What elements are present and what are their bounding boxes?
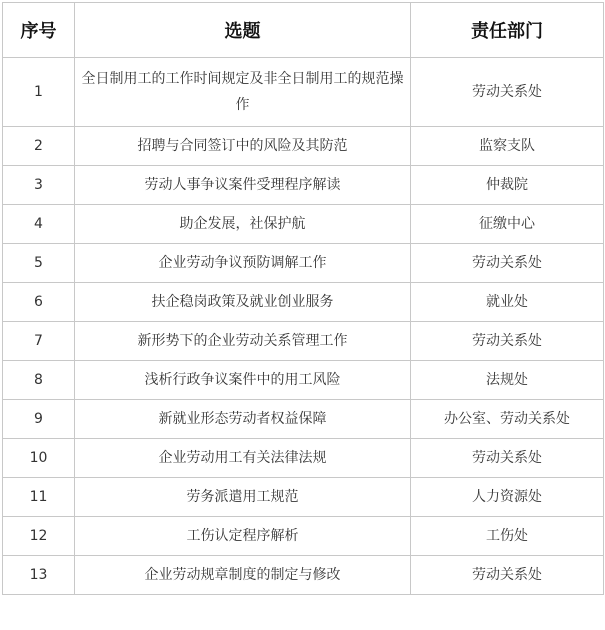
cell-topic: 招聘与合同签订中的风险及其防范 — [75, 127, 411, 166]
cell-number: 2 — [3, 127, 75, 166]
cell-department: 人力资源处 — [411, 478, 604, 517]
cell-department: 征缴中心 — [411, 205, 604, 244]
cell-department: 劳动关系处 — [411, 58, 604, 127]
cell-number: 9 — [3, 400, 75, 439]
cell-number: 8 — [3, 361, 75, 400]
cell-number: 5 — [3, 244, 75, 283]
cell-department: 办公室、劳动关系处 — [411, 400, 604, 439]
cell-department: 工伤处 — [411, 517, 604, 556]
table-row — [3, 244, 604, 283]
table-row — [3, 478, 604, 517]
header-department: 责任部门 — [411, 3, 604, 58]
table-row — [3, 361, 604, 400]
cell-number: 3 — [3, 166, 75, 205]
cell-number: 1 — [3, 58, 75, 127]
header-number: 序号 — [3, 3, 75, 58]
table-header-row — [3, 3, 604, 58]
cell-department: 劳动关系处 — [411, 556, 604, 595]
cell-number: 6 — [3, 283, 75, 322]
cell-number: 11 — [3, 478, 75, 517]
cell-topic: 工伤认定程序解析 — [75, 517, 411, 556]
table-row — [3, 166, 604, 205]
table-row — [3, 439, 604, 478]
cell-department: 劳动关系处 — [411, 244, 604, 283]
cell-topic: 企业劳动用工有关法律法规 — [75, 439, 411, 478]
cell-number: 12 — [3, 517, 75, 556]
table-row — [3, 127, 604, 166]
cell-department: 法规处 — [411, 361, 604, 400]
cell-topic: 新就业形态劳动者权益保障 — [75, 400, 411, 439]
cell-topic: 浅析行政争议案件中的用工风险 — [75, 361, 411, 400]
topics-table — [2, 2, 604, 595]
header-topic: 选题 — [75, 3, 411, 58]
cell-topic: 劳务派遣用工规范 — [75, 478, 411, 517]
table-row — [3, 58, 604, 127]
cell-department: 就业处 — [411, 283, 604, 322]
table-row — [3, 400, 604, 439]
cell-number: 4 — [3, 205, 75, 244]
cell-topic: 企业劳动争议预防调解工作 — [75, 244, 411, 283]
table-row — [3, 283, 604, 322]
cell-department: 仲裁院 — [411, 166, 604, 205]
cell-department: 劳动关系处 — [411, 322, 604, 361]
cell-number: 13 — [3, 556, 75, 595]
table-row — [3, 322, 604, 361]
cell-department: 劳动关系处 — [411, 439, 604, 478]
cell-department: 监察支队 — [411, 127, 604, 166]
table-row — [3, 205, 604, 244]
cell-number: 10 — [3, 439, 75, 478]
cell-topic: 劳动人事争议案件受理程序解读 — [75, 166, 411, 205]
table-row — [3, 556, 604, 595]
cell-topic: 扶企稳岗政策及就业创业服务 — [75, 283, 411, 322]
table-row — [3, 517, 604, 556]
cell-topic: 企业劳动规章制度的制定与修改 — [75, 556, 411, 595]
cell-topic: 助企发展，社保护航 — [75, 205, 411, 244]
cell-topic: 新形势下的企业劳动关系管理工作 — [75, 322, 411, 361]
cell-topic: 全日制用工的工作时间规定及非全日制用工的规范操作 — [75, 58, 411, 127]
cell-number: 7 — [3, 322, 75, 361]
